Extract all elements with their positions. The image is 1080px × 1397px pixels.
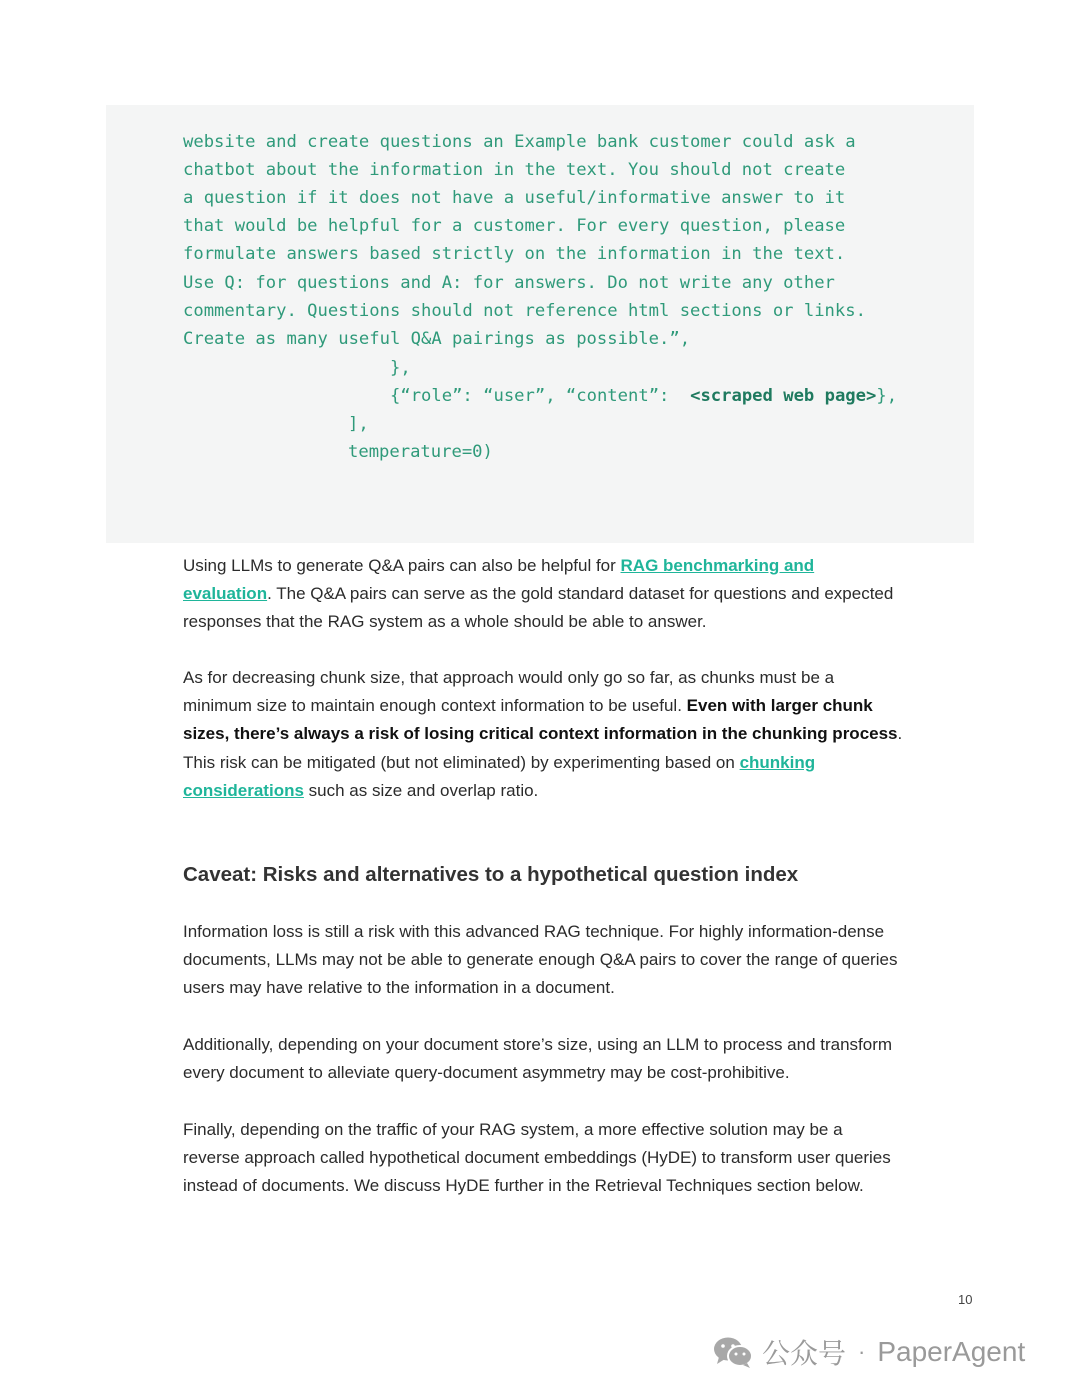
code-line-5: formulate answers based strictly on the information in the text. (183, 244, 846, 264)
code-line-2: chatbot about the information in the text. You should not create (183, 160, 846, 180)
p2-text-2: . This risk can be mitigated (but not eliminated) by experimenting based on (183, 724, 903, 772)
code-user-suffix: }, (876, 386, 898, 406)
code-user-message (390, 382, 897, 410)
code-line-4: that would be helpful for a customer. For every question, please (183, 216, 846, 236)
code-line-3: a question if it does not have a useful/informative answer to it (183, 188, 846, 208)
p1-text-2: . The Q&A pairs can serve as the gold standard dataset for questions and expected responses that the RAG system as a whole should be able to answer. (183, 584, 894, 632)
paragraph-information-loss: Information loss is still a risk with this advanced RAG technique. For highly information-dense documents, LLMs may not be able to generate enough Q&A pairs to cover the range of queries users may have relative to the information in a document. (183, 922, 898, 998)
code-close-brace: }, (390, 358, 411, 378)
rag-benchmarking-link[interactable]: RAG benchmarking and evaluation (183, 556, 815, 604)
watermark-label: 公众号 (762, 1338, 847, 1369)
code-scraped-placeholder: <scraped web page> (690, 386, 877, 406)
paragraph-rag-benchmarking (183, 552, 903, 637)
wechat-icon (712, 1335, 754, 1369)
code-user-prefix: {“role”: “user”, “content”: (390, 386, 691, 406)
watermark (712, 1332, 1025, 1372)
p1-text: Using LLMs to generate Q&A pairs can also be helpful for (183, 556, 621, 575)
code-line-8: Create as many useful Q&A pairings as possible.”, (183, 329, 691, 349)
code-line-7: commentary. Questions should not reference html sections or links. (183, 301, 866, 321)
p2-text-3: such as size and overlap ratio. (303, 780, 539, 800)
p2-bold-text: Even with larger chunk sizes, there’s always a risk of losing critical context information in the chunking process (183, 696, 898, 744)
code-line-6: Use Q: for questions and A: for answers. Do not write any other (183, 273, 835, 293)
watermark-separator: · (858, 1339, 866, 1364)
watermark-name: PaperAgent (877, 1336, 1026, 1367)
paragraph-hyde: Finally, depending on the traffic of your RAG system, a more effective solution may be a reverse approach called hypothetical document embeddings (HyDE) to transform user queries instead of documents. We discuss HyDE further in the Retrieval Techniques section below. (183, 1120, 891, 1196)
p2-text: As for decreasing chunk size, that approach would only go so far, as chunks must be a minimum size to maintain enough context information to be useful. (183, 668, 835, 716)
paragraph-chunk-size (183, 664, 903, 805)
code-close-bracket: ], (348, 414, 369, 434)
section-heading: Caveat: Risks and alternatives to a hypothetical question index (183, 863, 799, 886)
code-temperature: temperature=0) (348, 442, 493, 462)
page-number: 10 (958, 1292, 973, 1307)
paragraph-cost: Additionally, depending on your document store’s size, using an LLM to process and transform every document to alleviate query-document asymmetry may be cost-prohibitive. (183, 1035, 893, 1083)
chunking-considerations-link[interactable]: chunking considerations (183, 752, 816, 800)
code-line-1: website and create questions an Example bank customer could ask a (183, 132, 856, 152)
